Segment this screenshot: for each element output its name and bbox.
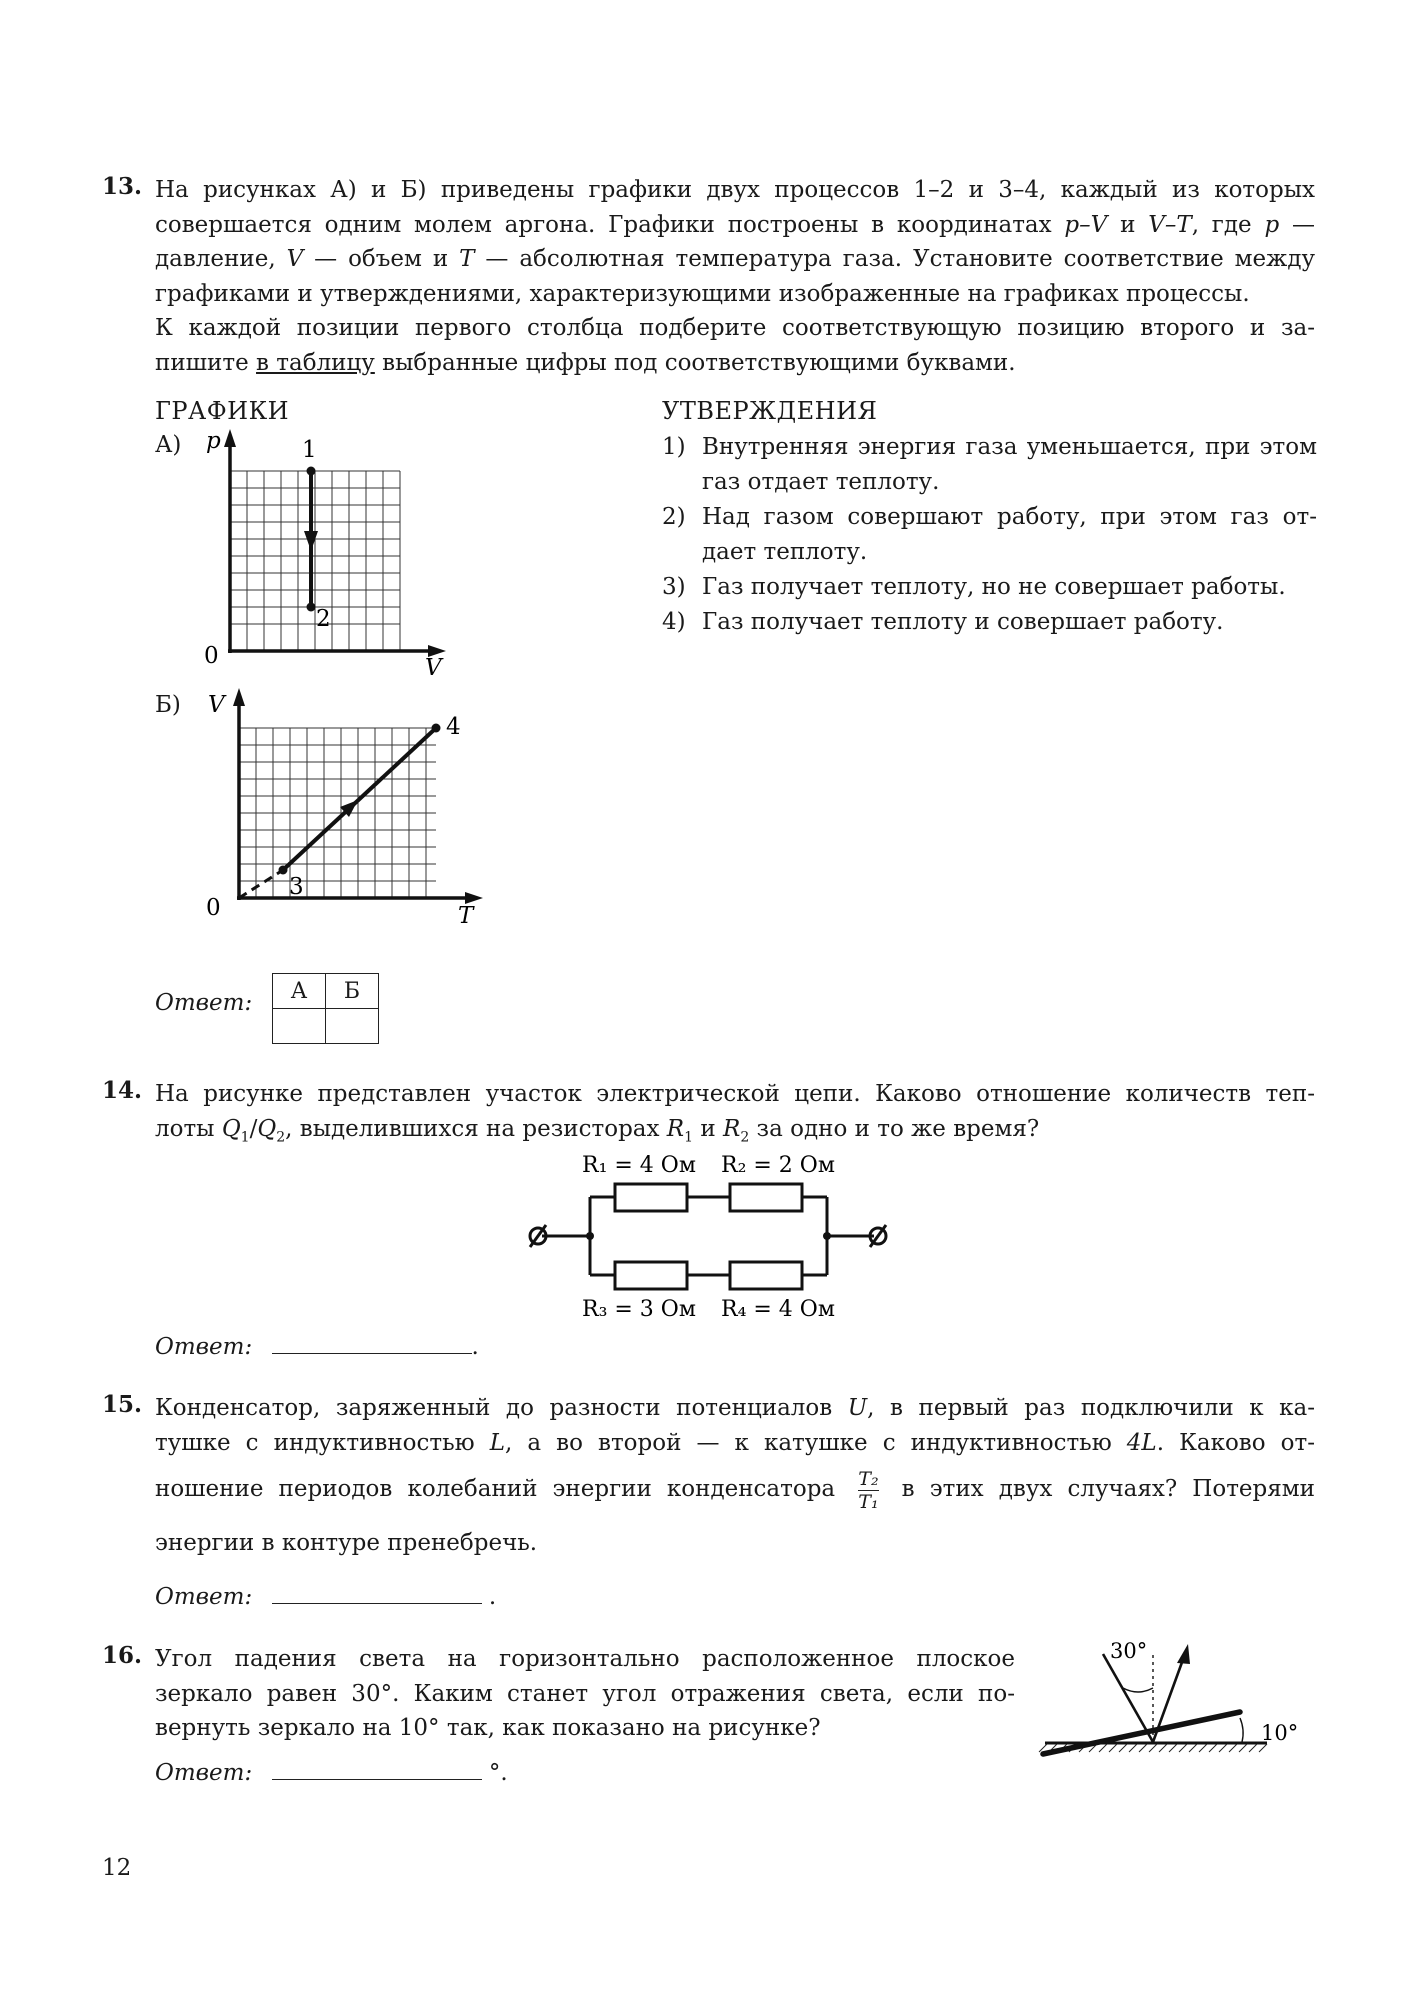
graph-a-pv — [190, 425, 460, 685]
graphs-heading: ГРАФИКИ — [155, 397, 290, 425]
mirror-diagram — [1035, 1630, 1315, 1780]
statement-1: 1) Внутренняя энергия газа уменьшается, при этом газ отдает теплоту. — [662, 434, 1317, 495]
answer-header-a: А — [273, 974, 326, 1009]
q14-answer-label: Ответ: — [155, 1334, 253, 1360]
answer-cell-a[interactable] — [273, 1009, 326, 1044]
resistor-r2 — [730, 1184, 802, 1211]
q14-answer-blank[interactable] — [272, 1331, 472, 1354]
r3-label: R₃ = 3 Ом — [582, 1297, 696, 1322]
period-fraction: $\frac{\text{T₂}}{\text{T₁}}$ — [858, 1467, 879, 1513]
r2-label: R₂ = 2 Ом — [721, 1153, 835, 1178]
graph-b-origin: 0 — [206, 895, 221, 921]
q14-answer-row: Ответ: . — [155, 1331, 479, 1360]
graph-b-vt — [190, 683, 490, 938]
question-16-text: Угол падения света на горизонтально расположенное плоское зеркало равен 30°. Каким станет угол отражения света, если по- вернуть зеркало на 10° так, как показано на рисунке? — [155, 1646, 1015, 1741]
q16-answer-blank[interactable] — [272, 1757, 482, 1780]
graph-a-origin: 0 — [204, 643, 219, 669]
statement-2: 2) Над газом совершают работу, при этом газ от-дает теплоту. — [662, 504, 1317, 565]
incident-angle-label: 30° — [1110, 1639, 1148, 1663]
circuit-diagram — [520, 1148, 900, 1328]
r4-label: R₄ = 4 Ом — [721, 1297, 835, 1322]
question-14-text: На рисунке представлен участок электрической цепи. Каково отношение количеств теп- лоты $Q_1/Q_2$, выделившихся на резисторах $R_1$ и $R_2$ за одно и то же время? — [155, 1081, 1315, 1146]
answer-cell-b[interactable] — [326, 1009, 379, 1044]
r1-label: R₁ = 4 Ом — [582, 1153, 696, 1178]
question-13-number: 13. — [102, 173, 143, 200]
graph-b-x-label: T — [458, 903, 474, 929]
statements-heading: УТВЕРЖДЕНИЯ — [662, 397, 878, 425]
graph-b-point-4: 4 — [446, 714, 461, 740]
q13-answer-table — [272, 973, 379, 1044]
graph-a-letter: А) — [155, 432, 182, 458]
resistor-r1 — [615, 1184, 687, 1211]
answer-header-b: Б — [326, 974, 379, 1009]
mirror-angle-label: 10° — [1261, 1721, 1299, 1745]
question-16-number: 16. — [102, 1642, 143, 1669]
q15-answer-blank[interactable] — [272, 1581, 482, 1604]
graph-a-y-label: p — [206, 428, 221, 454]
q15-answer-row: Ответ: . — [155, 1581, 496, 1610]
q16-answer-label: Ответ: — [155, 1760, 253, 1786]
question-13-text: На рисунках А) и Б) приведены графики двух процессов 1–2 и 3–4, каждый из которых совершается одним молем аргона. Графики построены в координатах p–V и V–T, где p — давление, V — объем и T — абсолютная температура газа. Установите соответствие между графиками и утверждениями, характеризующими изображенные на графиках процессы. К каждой позиции первого столбца подберите соответствующую позицию второго и за- пишите в таблицу выбранные цифры под соответствующими буквами. — [155, 177, 1316, 376]
graph-a-point-2: 2 — [316, 606, 331, 632]
q16-answer-row: Ответ: °. — [155, 1757, 508, 1786]
question-15-number: 15. — [102, 1391, 143, 1418]
statement-3: 3) Газ получает теплоту, но не совершает работы. — [662, 574, 1286, 600]
resistor-r3 — [615, 1262, 687, 1289]
question-15-text: Конденсатор, заряженный до разности потенциалов U, в первый раз подключили к ка- тушке с индуктивностью L, а во второй — к катушке с индуктивностью 4L. Каково от- ношение периодов колебаний энергии конденсатора $\frac{\text{T₂}}{\text{T₁}}$ в этих двух случаях? Потерями энергии в контуре пренебречь. — [155, 1395, 1315, 1556]
page-number: 12 — [102, 1855, 132, 1881]
graph-a-x-label: V — [425, 655, 442, 681]
graph-b-y-label: V — [208, 692, 225, 718]
graph-b-letter: Б) — [155, 692, 181, 718]
graph-b-point-3: 3 — [289, 874, 304, 900]
q13-answer-label: Ответ: — [155, 990, 253, 1016]
question-14-number: 14. — [102, 1077, 143, 1104]
graph-a-point-1: 1 — [302, 437, 317, 463]
resistor-r4 — [730, 1262, 802, 1289]
statement-4: 4) Газ получает теплоту и совершает работу. — [662, 609, 1224, 635]
q15-answer-label: Ответ: — [155, 1584, 253, 1610]
